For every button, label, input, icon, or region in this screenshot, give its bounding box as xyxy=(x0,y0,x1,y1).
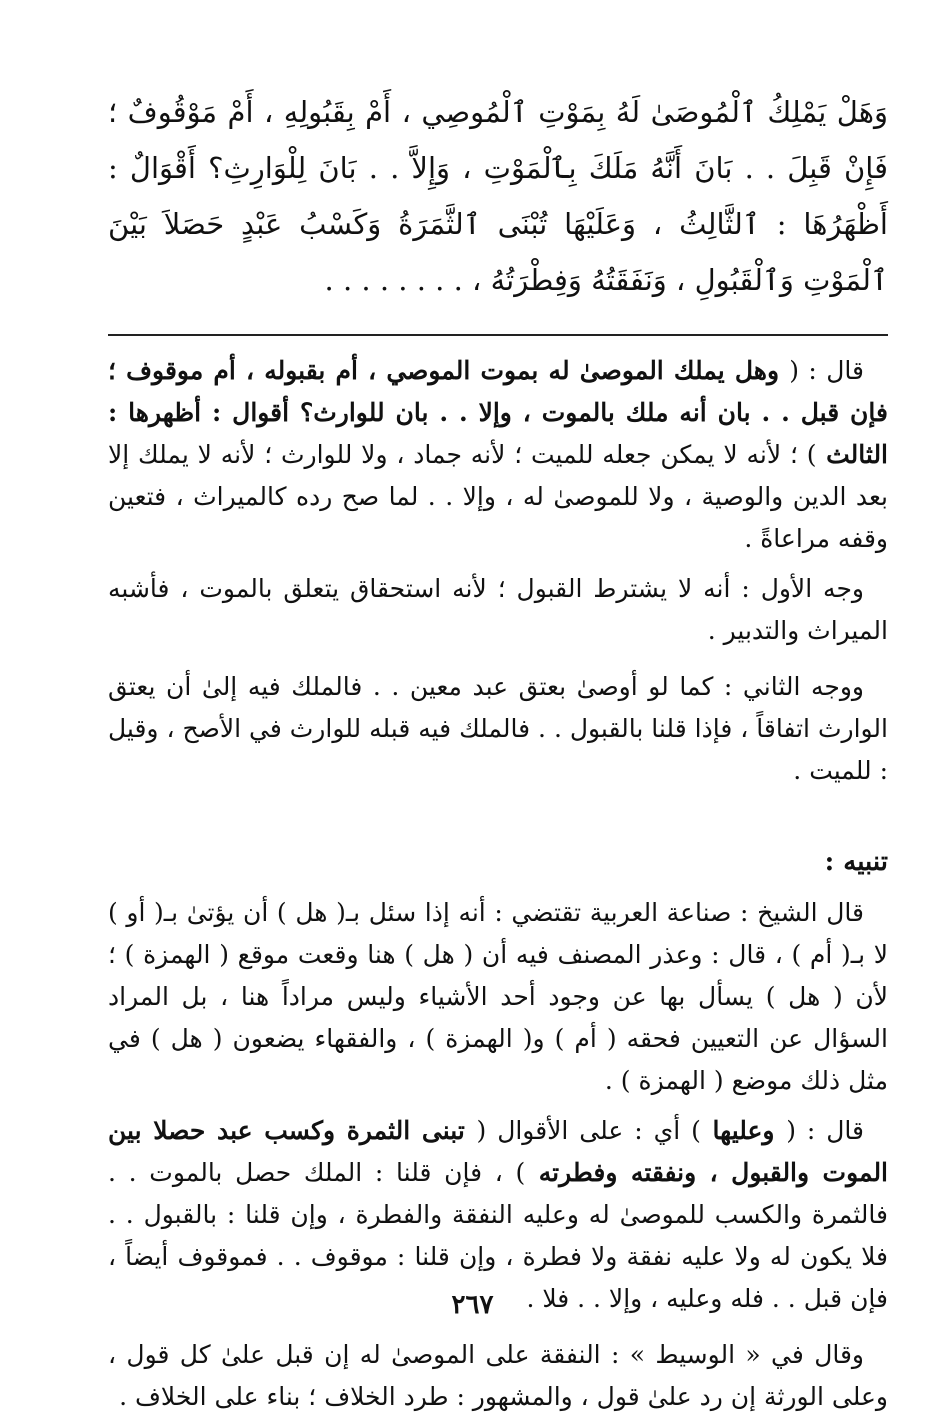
commentary-text: ووجه الثاني : كما لو أوصىٰ بعتق عبد معين . . فالملك فيه إلىٰ أن يعتق الوارث اتفاقاً ، فإذا قلنا بالقبول . . فالملك فيه قبله للوارث في الأصح ، وقيل : للميت . xyxy=(108,672,888,785)
commentary-text: ) ؛ لأنه لا يمكن جعله للميت ؛ لأنه جماد ، ولا للوارث ؛ لأنه لا يملك إلا بعد الدين والوصية ، ولا للموصىٰ له ، وإلا . . لما صح رده كالميراث ، فتعين وقفه مراعاةً . xyxy=(108,440,888,553)
sharh-paragraph-2 xyxy=(108,568,888,652)
sharh-paragraph-4 xyxy=(108,892,888,1102)
quoted-matn: تبنى الثمرة وكسب عبد حصلا بين الموت والقبول ، ونفقته وفطرته xyxy=(108,1116,889,1187)
commentary-text: قال الشيخ : صناعة العربية تقتضي : أنه إذا سئل بـ( هل ) أن يؤتىٰ بـ( أو ) لا بـ( أم ) ، قال : وعذر المصنف فيه أن ( هل ) هنا وقعت موقع ( الهمزة ) ؛ لأن ( هل ) يسأل بها عن وجود أحد الأشياء وليس مراداً هنا ، بل المراد السؤال عن التعيين فحقه ( أم ) و( الهمزة ) ، والفقهاء يضعون ( هل ) في مثل ذلك موضع ( الهمزة ) . xyxy=(108,898,888,1095)
qala-intro: قال : ( xyxy=(786,1116,864,1145)
qala-intro: قال : ( xyxy=(789,356,864,385)
sharh-paragraph-3 xyxy=(108,666,888,792)
section-heading: تنبيه : xyxy=(824,847,888,877)
page-number: ٢٦٧ xyxy=(451,1290,494,1320)
quoted-matn: وعليها xyxy=(700,1116,787,1145)
commentary-text: ) ، فإن قلنا : الملك حصل بالموت . . فالثمرة والكسب للموصىٰ له وعليه النفقة والفطرة ، وإن قلنا : بالقبول . . فلا يكون له ولا عليه نفقة ولا فطرة ، وإن قلنا : موقوف . . فموقوف أيضاً ، فإن قبل . . فله وعليه ، وإلا . . فلا . xyxy=(108,1158,888,1313)
commentary-text: وقال في « الوسيط » : النفقة على الموصىٰ له إن قبل علىٰ كل قول ، وعلى الورثة إن رد علىٰ قول ، والمشهور : طرد الخلاف ؛ بناء على الخلاف . xyxy=(108,1340,888,1411)
quoted-matn: وهل يملك الموصىٰ له بموت الموصي ، أم بقبوله ، أم موقوف ؛ فإن قبل . . بان أنه ملك بالموت ، وإلا . . بان للوارث؟ أقوال : أظهرها : الثالث xyxy=(108,356,889,469)
matn-text: وَهَلْ يَمْلِكُ ٱلْمُوصَىٰ لَهُ بِمَوْتِ ٱلْمُوصِي ، أَمْ بِقَبُولِهِ ، أَمْ مَوْقُوفٌ ؛ فَإِنْ قَبِلَ . . بَانَ أَنَّهُ مَلَكَ بِٱلْمَوْتِ ، وَإِلاَّ . . بَانَ لِلْوَارِثِ؟ أَقْوَالٌ : أَظْهَرُهَا : ٱلثَّالِثُ ، وَعَلَيْهَا تُبْنَى ٱلثَّمَرَةُ وَكَسْبُ عَبْدٍ حَصَلاَ بَيْنَ ٱلْمَوْتِ وَٱلْقَبُولِ ، وَنَفَقَتُهُ وَفِطْرَتُهُ ، . . . . . . . . xyxy=(108,95,888,297)
commentary-text: ) أي : على الأقوال ( xyxy=(476,1116,701,1145)
sharh-paragraph-5 xyxy=(108,1110,888,1320)
sharh-paragraph-6 xyxy=(108,1334,888,1418)
spacer xyxy=(108,800,888,840)
page-body xyxy=(108,84,888,1426)
commentary-text: وجه الأول : أنه لا يشترط القبول ؛ لأنه استحقاق يتعلق بالموت ، فأشبه الميراث والتدبير . xyxy=(108,574,888,645)
sharh-paragraph-1 xyxy=(108,350,888,560)
separator-line xyxy=(108,334,888,336)
